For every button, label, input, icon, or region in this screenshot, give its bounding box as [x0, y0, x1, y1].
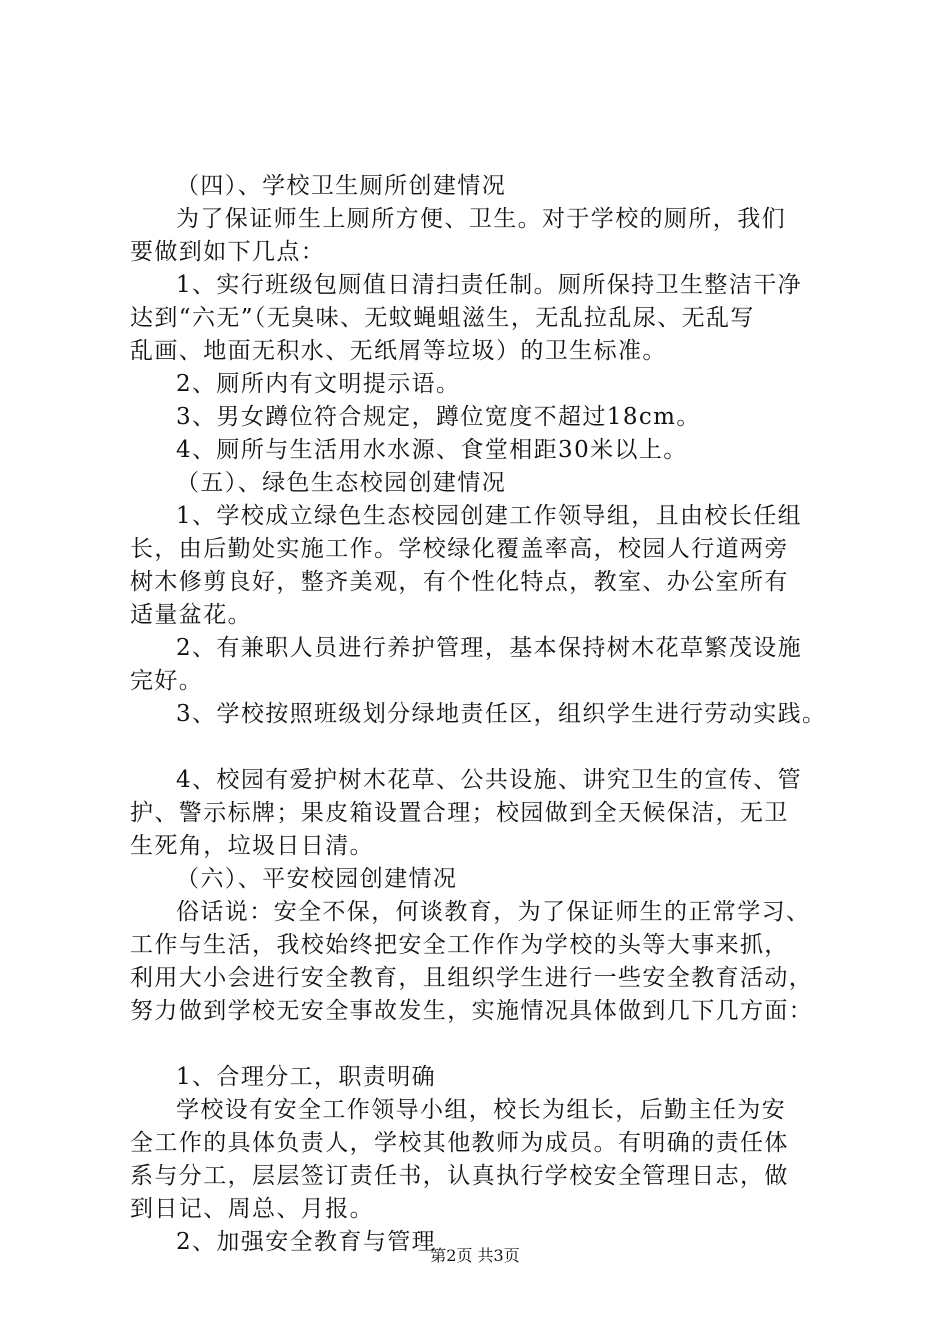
text-line: 学校设有安全工作领导小组，校长为组长，后勤主任为安	[176, 1097, 786, 1123]
text-line: 适量盆花。	[130, 602, 252, 628]
text-line: 为了保证师生上厕所方便、卫生。对于学校的厕所，我们	[176, 206, 786, 232]
text-line: 利用大小会进行安全教育，且组织学生进行一些安全教育活动，	[130, 965, 814, 991]
text-line: 长，由后勤处实施工作。学校绿化覆盖率高，校园人行道两旁	[130, 536, 789, 562]
text-line: 全工作的具体负责人，学校其他教师为成员。有明确的责任体	[130, 1130, 789, 1156]
text-line: 1、合理分工，职责明确	[176, 1064, 437, 1090]
text-line: 完好。	[130, 668, 204, 694]
text-line: 生死角，垃圾日日清。	[130, 833, 374, 859]
blank-line	[130, 1028, 830, 1061]
page-footer: 第2页 共3页	[430, 1246, 520, 1265]
text-line: 3、男女蹲位符合规定，蹲位宽度不超过18cm。	[176, 404, 701, 430]
text-line: 要做到如下几点：	[130, 239, 326, 265]
text-line: 到日记、周总、月报。	[130, 1196, 374, 1222]
document-body	[130, 170, 830, 1259]
text-line: （五）、绿色生态校园创建情况	[176, 470, 507, 496]
text-line: 2、厕所内有文明提示语。	[176, 371, 461, 397]
text-line: 工作与生活，我校始终把安全工作作为学校的头等大事来抓，	[130, 932, 789, 958]
blank-line	[130, 731, 830, 764]
text-line: 达到“六无”（无臭味、无蚊蝇蛆滋生，无乱拉乱尿、无乱写	[130, 305, 755, 331]
text-line: 1、实行班级包厕值日清扫责任制。厕所保持卫生整洁干净	[176, 272, 803, 298]
text-line: 3、学校按照班级划分绿地责任区，组织学生进行劳动实践。	[176, 701, 827, 727]
text-line: 2、加强安全教育与管理	[176, 1229, 437, 1255]
text-line: 4、厕所与生活用水水源、食堂相距30米以上。	[176, 437, 688, 463]
text-line: 2、有兼职人员进行养护管理，基本保持树木花草繁茂设施	[176, 635, 803, 661]
text-line: 系与分工，层层签订责任书，认真执行学校安全管理日志，做	[130, 1163, 789, 1189]
text-line: （四）、学校卫生厕所创建情况	[176, 173, 507, 199]
text-line: 乱画、地面无积水、无纸屑等垃圾）的卫生标准。	[130, 338, 667, 364]
text-line: （六）、平安校园创建情况	[176, 866, 458, 892]
text-line: 4、校园有爱护树木花草、公共设施、讲究卫生的宣传、管	[176, 767, 803, 793]
text-line: 努力做到学校无安全事故发生，实施情况具体做到几下几方面：	[130, 998, 814, 1024]
text-line: 护、警示标牌；果皮箱设置合理；校园做到全天候保洁，无卫	[130, 800, 789, 826]
text-line: 俗话说：安全不保，何谈教育，为了保证师生的正常学习、	[176, 899, 811, 925]
text-line: 1、学校成立绿色生态校园创建工作领导组，且由校长任组	[176, 503, 803, 529]
text-line: 树木修剪良好，整齐美观，有个性化特点，教室、办公室所有	[130, 569, 789, 595]
